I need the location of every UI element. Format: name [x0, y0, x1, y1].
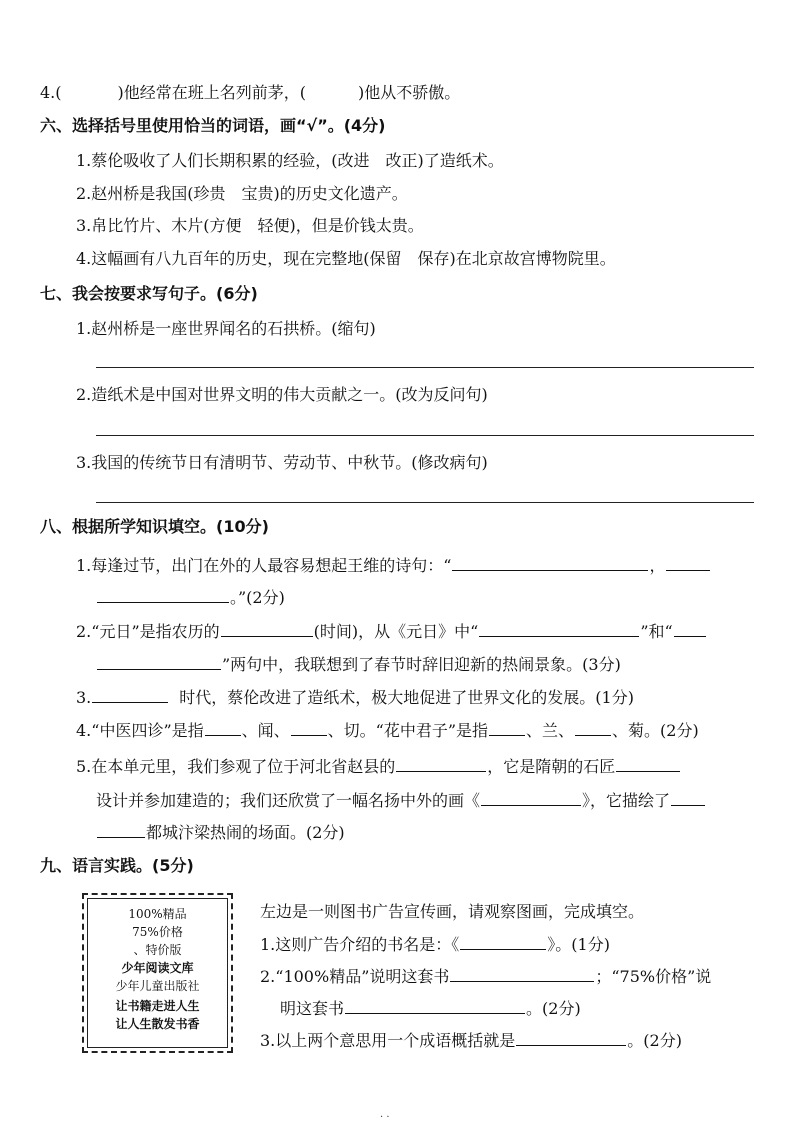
sec9-q2-cont	[280, 997, 581, 1020]
fill-blank[interactable]	[489, 719, 525, 736]
text: 。(2分)	[627, 1031, 682, 1050]
sec9-q2	[260, 965, 711, 988]
ad-series-name: 少年阅读文库	[121, 961, 194, 975]
text: 。”(2分)	[230, 588, 285, 607]
section-7-title: 七、我会按要求写句子。(6分)	[40, 284, 258, 303]
fill-blank[interactable]	[97, 653, 221, 670]
text: 》。(1分)	[547, 935, 610, 954]
page-footer: · ·	[380, 1112, 390, 1123]
sec9-q1	[260, 933, 610, 956]
answer-line[interactable]	[96, 435, 754, 436]
text: 、兰、	[526, 721, 575, 740]
text: ”和“	[640, 622, 673, 641]
sec8-item-1-cont	[96, 586, 285, 609]
fill-blank[interactable]	[291, 719, 327, 736]
text: ”两句中，我联想到了春节时辞旧迎新的热闹景象。(3分)	[222, 655, 621, 674]
text: 1.这则广告介绍的书名是：《	[260, 935, 460, 954]
text: 》，它描绘了	[582, 791, 671, 810]
sec6-item-3: 3.帛比竹片、木片(方便 轻便)，但是价钱太贵。	[76, 216, 424, 235]
fill-blank[interactable]	[516, 1029, 626, 1046]
ad-publisher: 少年儿童出版社	[115, 979, 200, 993]
sec8-item-5	[76, 755, 681, 778]
text: )他经常在班上名列前茅，(	[117, 83, 307, 102]
fill-blank[interactable]	[671, 789, 705, 806]
sec7-item-3: 3.我国的传统节日有清明节、劳动节、中秋节。(修改病句)	[76, 453, 488, 472]
sec7-item-2: 2.造纸术是中国对世界文明的伟大贡献之一。(改为反问句)	[76, 385, 488, 404]
sec8-item-5-cont	[96, 789, 706, 812]
sec9-q3	[260, 1029, 682, 1052]
fill-blank[interactable]	[345, 997, 525, 1014]
sec6-item-1: 1.蔡伦吸收了人们长期积累的经验，(改进 改正)了造纸术。	[76, 151, 504, 170]
fill-blank[interactable]	[616, 755, 680, 772]
text: 设计并参加建造的；我们还欣赏了一幅名扬中外的画《	[96, 791, 481, 810]
fill-blank[interactable]	[92, 686, 168, 703]
fill-blank[interactable]	[452, 554, 648, 571]
text: ；“75%价格”说	[595, 967, 712, 986]
fill-blank[interactable]	[575, 719, 611, 736]
text: )他从不骄傲。	[358, 83, 461, 102]
ad-line: 100%精品	[128, 907, 187, 921]
text: 、闻、	[241, 721, 290, 740]
text: 、菊。(2分)	[612, 721, 699, 740]
section-9-title: 九、语言实践。(5分)	[40, 856, 194, 875]
ad-slogan: 让人生散发书香	[115, 1017, 200, 1031]
fill-blank[interactable]	[674, 620, 706, 637]
sec8-item-2-cont	[96, 653, 621, 676]
text: 5.在本单元里，我们参观了位于河北省赵县的	[76, 757, 396, 776]
text: 3.	[76, 688, 92, 707]
text: ，它是隋朝的石匠	[487, 757, 616, 776]
fill-blank[interactable]	[97, 586, 229, 603]
text: 。(2分)	[526, 999, 581, 1018]
answer-line[interactable]	[96, 502, 754, 503]
text: 2.“100%精品”说明这套书	[260, 967, 450, 986]
fill-blank[interactable]	[221, 620, 313, 637]
text: ，	[649, 556, 666, 575]
sec9-intro: 左边是一则图书广告宣传画，请观察图画，完成填空。	[260, 902, 645, 921]
book-advertisement	[82, 893, 233, 1053]
text: 、切。“花中君子”是指	[327, 721, 489, 740]
fill-blank[interactable]	[396, 755, 486, 772]
ad-slogan: 让书籍走进人生	[115, 999, 200, 1013]
text: 1.每逢过节，出门在外的人最容易想起王维的诗句：“	[76, 556, 452, 575]
section-6-title: 六、选择括号里使用恰当的词语，画“√”。(4分)	[40, 116, 386, 135]
answer-line[interactable]	[96, 367, 754, 368]
fill-blank[interactable]	[479, 620, 639, 637]
fill-blank[interactable]	[666, 554, 710, 571]
ad-line: 、特价版	[133, 943, 182, 957]
text: (时间)，从《元日》中“	[313, 622, 479, 641]
text: 明这套书	[280, 999, 345, 1018]
fill-blank[interactable]	[97, 821, 145, 838]
text: 2.“元日”是指农历的	[76, 622, 220, 641]
sec8-item-3	[76, 686, 634, 709]
sec6-item-4: 4.这幅画有八九百年的历史，现在完整地(保留 保存)在北京故宫博物院里。	[76, 249, 616, 268]
sec6-item-2: 2.赵州桥是我国(珍贵 宝贵)的历史文化遗产。	[76, 184, 408, 203]
sec7-item-1: 1.赵州桥是一座世界闻名的石拱桥。(缩句)	[76, 319, 376, 338]
text: 都城汴梁热闹的场面。(2分)	[146, 823, 345, 842]
fill-blank[interactable]	[205, 719, 241, 736]
ad-content	[87, 898, 228, 1048]
text: 时代，蔡伦改进了造纸术，极大地促进了世界文化的发展。(1分)	[179, 688, 634, 707]
fill-blank[interactable]	[450, 965, 594, 982]
text: 4.“中医四诊”是指	[76, 721, 204, 740]
fill-blank[interactable]	[460, 933, 546, 950]
sec8-item-4	[76, 719, 699, 742]
text: 4.(	[40, 83, 62, 102]
sec8-item-1	[76, 554, 711, 577]
fill-blank[interactable]	[481, 789, 581, 806]
sec8-item-5-cont2	[96, 821, 345, 844]
q5-item4	[40, 82, 460, 104]
ad-line: 75%价格	[132, 925, 183, 939]
section-8-title: 八、根据所学知识填空。(10分)	[40, 517, 269, 536]
sec8-item-2	[76, 620, 707, 643]
text: 3.以上两个意思用一个成语概括就是	[260, 1031, 516, 1050]
